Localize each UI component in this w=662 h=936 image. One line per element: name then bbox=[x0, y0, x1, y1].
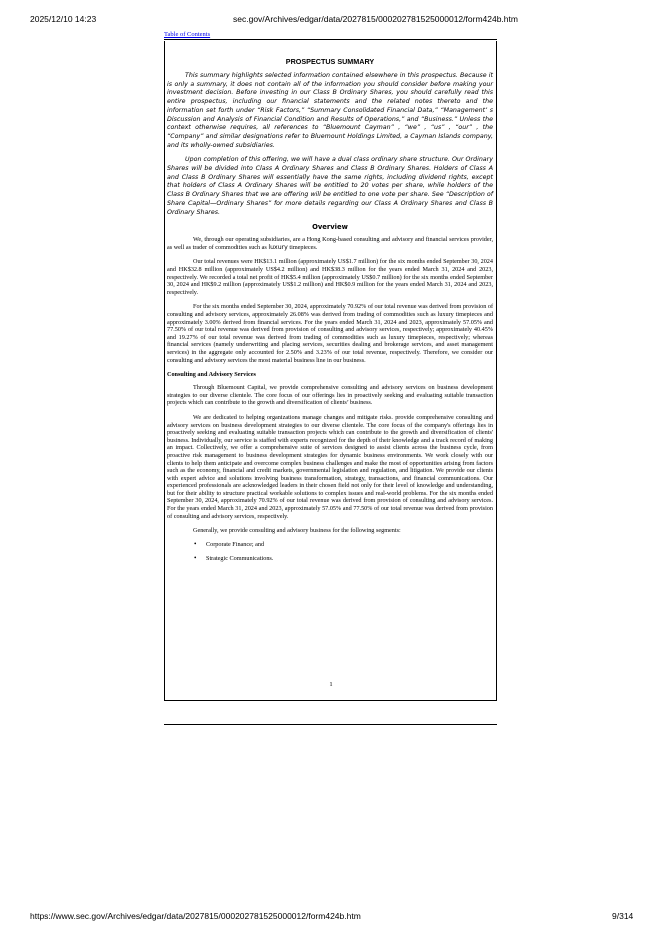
bullet-icon: • bbox=[194, 554, 197, 563]
segment-label: Corporate Finance; and bbox=[206, 540, 265, 548]
list-item bbox=[167, 541, 493, 549]
page-number: 1 bbox=[329, 681, 333, 688]
overview-paragraph-revenue-mix: For the six months ended September 30, 2024, approximately 70.92% of our total revenue was derived from provision of consulting and advisory services, approximately 26.08% was derived from trading of commodities such as luxury timepieces and approximately 3.00% derived from financial services. For the years ended March 31, 2024 and 2023, approximately 57.05% and 77.50% of our total revenue was derived from provision of consulting and advisory services, respectively; approximately 40.45% and 19.27% of our total revenue was derived from trading of commodities such as luxury timepieces, respectively; whereas financial services (namely underwriting and placing services, securities dealing and brokerage services, and asset management services) in the aggregate only accounted for 2.50% and 3.23% of our total revenue, respectively. Therefore, we consider our consulting and advisory services the most material business line in our business. bbox=[167, 303, 493, 364]
intro-paragraph-share-structure: Upon completion of this offering, we will have a dual class ordinary share structure. Our Ordinary Shares will be divided into Class A Ordinary Shares and Class B Ordinary Shares. Holders of Class A and Class B Ordinary Shares will essentially have the same rights, including dividend rights, except that holders of Class A Ordinary Shares will be entitled to 20 votes per share, while holders of the Class B Ordinary Shares that we are offering will be entitled to one vote per share. See “Description of Share Capital—Ordinary Shares” for more details regarding our Class A Ordinary Shares and Class B Ordinary Shares. bbox=[167, 156, 493, 216]
overview-paragraph-revenues: Our total revenues were HK$13.1 million (approximately US$1.7 million) for the six months ended September 30, 2024 and HK$32.8 million (approximately US$4.2 million) and HK$38.3 million for the years ended March 31, 2024 and 2023, respectively. We recorded a total net profit of HK$5.4 million (approximately US$0.7 million) for the six months ended September 30, 2024 and HK$9.2 million (approximately US$1.2 million) and HK$0.9 million for the years ended March 31, 2024 and 2023, respectively. bbox=[167, 258, 493, 296]
document-content bbox=[167, 57, 493, 570]
print-page-count: 9/314 bbox=[612, 911, 634, 921]
segments-list bbox=[167, 541, 493, 563]
overview-paragraph-business bbox=[167, 236, 493, 251]
overview-p1-end: timepieces. bbox=[287, 243, 318, 251]
print-datetime: 2025/12/10 14:23 bbox=[30, 14, 97, 24]
overview-p1-luxury: luxury bbox=[268, 243, 288, 251]
print-title-url: sec.gov/Archives/edgar/data/2027815/000202781525000012/form424b.htm bbox=[233, 14, 518, 24]
overview-p1-start: We, through our operating subsidiaries, are a Hong Kong-based consulting and advisory and financial services provider, as well as trader of commodities such as bbox=[167, 236, 493, 251]
consulting-section-heading: Consulting and Advisory Services bbox=[167, 371, 256, 379]
print-footer-url: https://www.sec.gov/Archives/edgar/data/2027815/000202781525000012/form424b.htm bbox=[30, 911, 361, 921]
overview-heading: Overview bbox=[312, 223, 348, 232]
list-item bbox=[167, 555, 493, 563]
segment-label: Strategic Communications. bbox=[206, 555, 274, 563]
consulting-paragraph-intro: Through Bluemount Capital, we provide comprehensive consulting and advisory services on business development strategies to our diverse clientele. The core focus of our offerings lies in proactively seeking and evaluating suitable transaction projects which can contribute to the growth and diversification of clients’ business. bbox=[167, 384, 493, 407]
bottom-divider bbox=[164, 724, 497, 725]
consulting-paragraph-detail: We are dedicated to helping organizations manage changes and mitigate risks. provide comprehensive consulting and advisory services on business development strategies to our diverse clientele. The core focus of the company's offerings lies in proactively seeking and evaluating suitable transaction projects which can contribute to the growth and diversification of clients' business. Individually, our service is staffed with experts recognized for the depth of their knowledge and a track record of making an impact. Collectively, we offer a comprehensive suite of services designed to assist clients across the business cycle, from proactive risk management to business development strategies for dynamic business environments. We work closely with our clients to help them anticipate and overcome complex business challenges and make the most of opportunities arising from factors such as the economy, financial and credit markets, governmental legislation and regulation, and litigation. We provide our clients with expert advice and solutions involving business transformation, strategy, transactions, and financial communications. Our experienced professionals are acknowledged leaders in their chosen field not only for their level of knowledge and understanding, but for their ability to structure practical workable solutions to complex issues and real-world problems. For the six months ended September 30, 2024, approximately 70.92% of our total revenue was derived from provision of consulting and advisory services. For the years ended March 31, 2024 and 2023, approximately 57.05% and 77.50% of our total revenue was derived from provision of consulting and advisory services, respectively. bbox=[167, 413, 493, 520]
bullet-icon: • bbox=[194, 539, 197, 548]
table-of-contents-link[interactable]: Table of Contents bbox=[164, 31, 211, 38]
intro-paragraph-summary: This summary highlights selected information contained elsewhere in this prospectus. Because it is only a summary, it does not contain all of the information you should consider before making your investment decision. Before investing in our Class B Ordinary Shares, you should carefully read this entire prospectus, including our financial statements and the related notes thereto and the information set forth under “Risk Factors,” “Summary Consolidated Financial Data,” “Management’ s Discussion and Analysis of Financial Condition and Results of Operations,” and “Business.” Unless the context otherwise requires, all references to “Bluemount Cayman” , “we” , “us” , “our” , the “Company” and similar designations refer to Bluemount Holdings Limited, a Cayman Islands company, and its wholly-owned subsidiaries. bbox=[167, 72, 493, 149]
top-divider bbox=[164, 39, 497, 40]
segments-intro: Generally, we provide consulting and advisory business for the following segments: bbox=[193, 527, 401, 535]
page-title: PROSPECTUS SUMMARY bbox=[285, 57, 375, 66]
